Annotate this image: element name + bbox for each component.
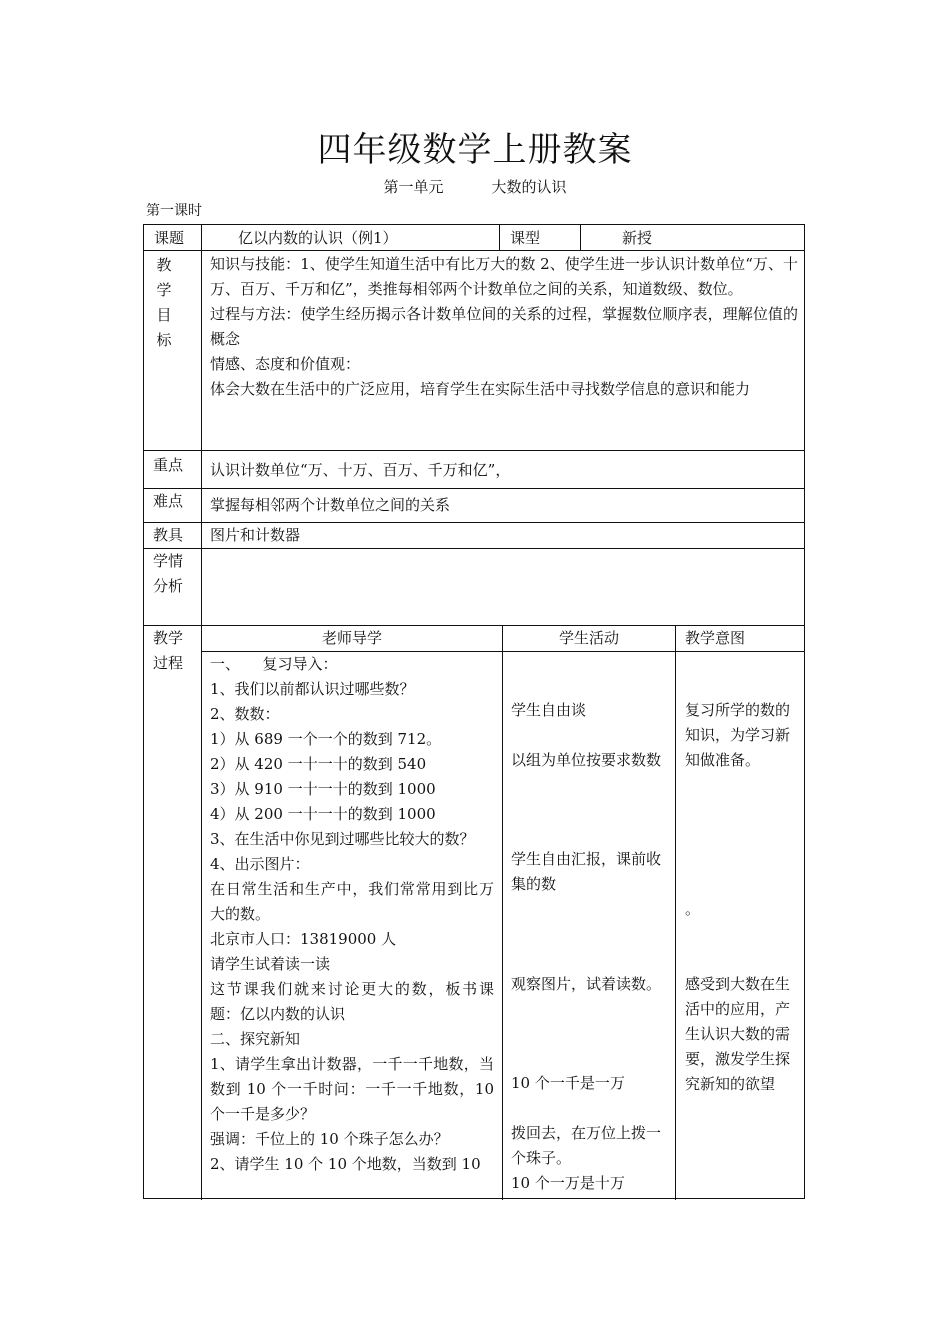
teacher-line: 1、我们以前都认识过哪些数？ [210, 680, 415, 698]
student-activity-6: 拨回去，在万位上拨一个珠子。 [511, 1124, 662, 1167]
objective-knowledge: 知识与技能：1、使学生知道生活中有比万大的数 2、使学生进一步认识计数单位“万、十万、百万、千万和亿”，类推每相邻两个计数单位之间的关系，知道数级、数位。 [210, 255, 798, 298]
analysis-label: 学情分析 [153, 552, 184, 595]
type-value: 新授 [622, 229, 653, 247]
col-divider [502, 625, 503, 1200]
teacher-line: 2）从 420 一十一十的数到 540 [210, 755, 427, 773]
objective-process: 过程与方法：使学生经历揭示各计数单位间的关系的过程，掌握数位顺序表，理解位值的概念 [210, 305, 798, 348]
topic-value: 亿以内数的认识（例1） [238, 229, 398, 247]
teacher-line: 强调：千位上的 10 个珠子怎么办？ [210, 1130, 449, 1148]
row-divider [144, 450, 804, 451]
objectives-body [210, 252, 798, 402]
unit-name: 大数的认识 [491, 178, 567, 196]
col-divider [580, 225, 581, 250]
teacher-line: 2、请学生 10 个 10 个地数，当数到 10 [210, 1155, 481, 1173]
page-title: 四年级数学上册教案 [317, 130, 633, 170]
lesson-label: 第一课时 [146, 203, 202, 219]
unit-label: 第一单元 [383, 178, 444, 196]
type-label: 课型 [510, 229, 541, 247]
lesson-plan-table [143, 224, 805, 1199]
process-label: 教学过程 [153, 629, 184, 672]
student-activity-2: 以组为单位按要求数数 [511, 751, 662, 769]
teacher-line: 1）从 689 一个一个的数到 712。 [210, 730, 442, 748]
teacher-line: 二、探究新知 [210, 1030, 301, 1048]
teacher-line: 4）从 200 一十一十的数到 1000 [210, 805, 436, 823]
teacher-line: 3）从 910 一十一十的数到 1000 [210, 780, 436, 798]
difficulty-value: 掌握每相邻两个计数单位之间的关系 [210, 496, 451, 514]
key-point-label: 重点 [153, 456, 184, 474]
student-activity-7: 10 个一万是十万 [511, 1174, 625, 1192]
student-activity-3: 学生自由汇报，课前收集的数 [511, 850, 662, 893]
teacher-column-header: 老师导学 [321, 629, 382, 647]
teacher-line: 请学生试着读一读 [210, 955, 331, 973]
teacher-line: 4、出示图片： [210, 855, 310, 873]
teacher-line: 北京市人口：13819000 人 [210, 930, 397, 948]
teacher-line: 这节课我们就来讨论更大的数，板书课题：亿以内数的认识 [210, 980, 494, 1023]
intent-column-header: 教学意图 [685, 629, 746, 647]
tools-label: 教具 [153, 526, 184, 544]
tools-value: 图片和计数器 [210, 526, 301, 544]
col-divider [499, 225, 500, 250]
row-divider [144, 488, 804, 489]
col-divider [201, 250, 202, 1200]
teacher-line: 3、在生活中你见到过哪些比较大的数？ [210, 830, 475, 848]
col-divider [201, 225, 202, 250]
teacher-guidance [210, 652, 494, 1177]
difficulty-label: 难点 [153, 492, 184, 510]
objective-attitude: 体会大数在生活中的广泛应用，培育学生在实际生活中寻找数学信息的意识和能力 [210, 380, 751, 398]
key-point-value: 认识计数单位“万、十万、百万、千万和亿”， [210, 461, 511, 479]
teacher-line: 2、数数： [210, 705, 280, 723]
teacher-line: 一、 复习导入： [210, 655, 338, 673]
objective-attitude-heading: 情感、态度和价值观： [210, 355, 361, 373]
teacher-line: 1、请学生拿出计数器，一千一千地数，当数到 10 个一千时问：一千一千地数，10 个一千是多少？ [210, 1055, 494, 1123]
student-activity-1: 学生自由谈 [511, 701, 587, 719]
intent-2: 。 [685, 900, 701, 918]
student-activity-5: 10 个一千是一万 [511, 1074, 625, 1092]
student-column-header: 学生活动 [558, 629, 619, 647]
topic-label: 课题 [154, 229, 185, 247]
row-divider [144, 548, 804, 549]
unit-heading [0, 176, 950, 198]
row-divider [144, 250, 804, 251]
intent-3: 感受到大数在生活中的应用，产生认识大数的需要，激发学生探究新知的欲望 [685, 975, 791, 1093]
intent-1: 复习所学的数的知识，为学习新知做准备。 [685, 701, 791, 769]
col-divider [675, 625, 676, 1200]
teacher-line: 在日常生活和生产中，我们常常用到比万大的数。 [210, 880, 494, 923]
objectives-label: 教学目标 [156, 256, 172, 349]
student-activity-4: 观察图片，试着读数。 [511, 975, 662, 993]
